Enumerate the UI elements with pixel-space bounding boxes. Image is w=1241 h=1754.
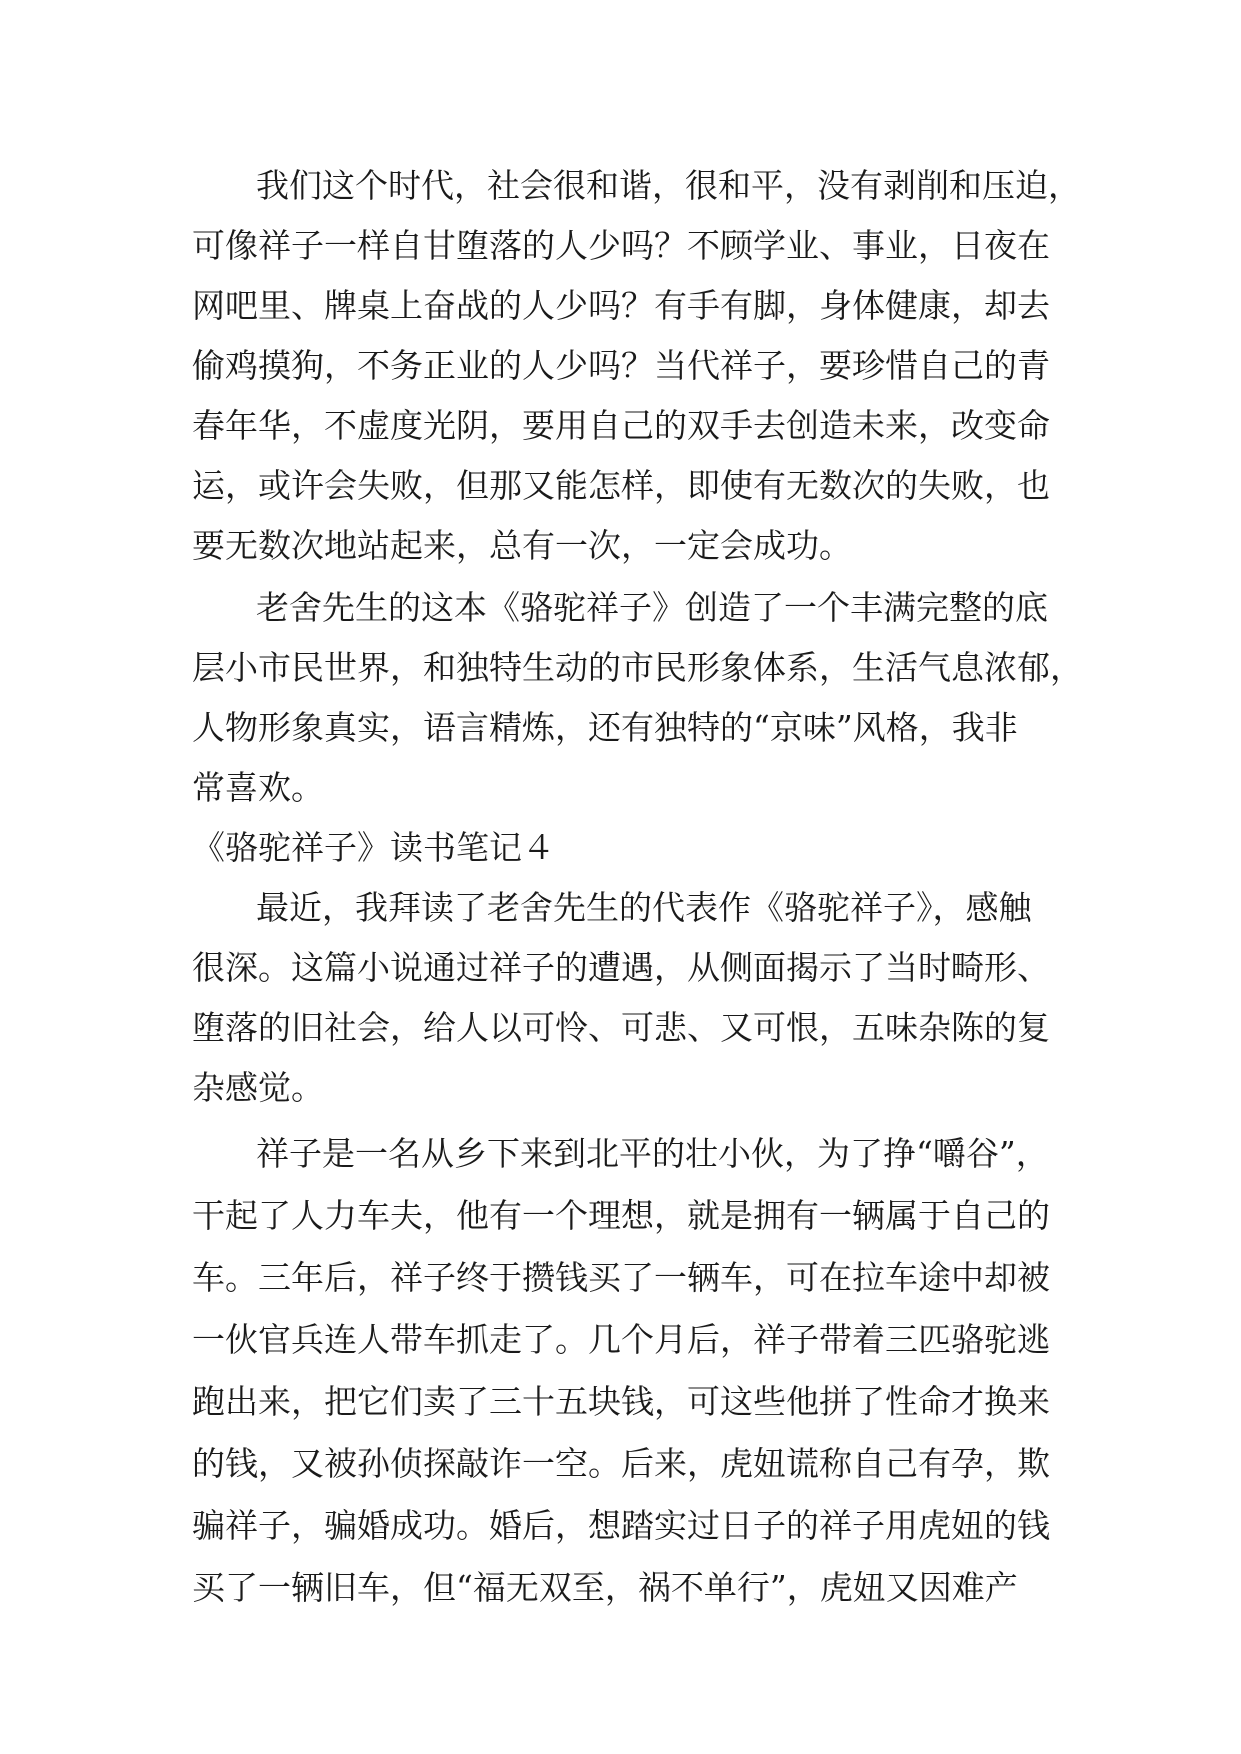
p3-line-3: 堕落的旧社会，给人以可怜、可悲、又可恨，五味杂陈的复 (192, 1008, 1050, 1047)
p1-line-6: 运，或许会失败，但那又能怎样，即使有无数次的失败，也 (192, 466, 1050, 505)
p1-line-5: 春年华，不虚度光阴，要用自己的双手去创造未来，改变命 (192, 406, 1050, 445)
section-heading: 《骆驼祥子》读书笔记４ (192, 828, 555, 867)
p4-line-4: 一伙官兵连人带车抓走了。几个月后，祥子带着三匹骆驼逃 (192, 1320, 1050, 1359)
p2-line-3: 人物形象真实，语言精炼，还有独特的“京味”风格，我非 (192, 708, 1018, 747)
p1-line-1: 我们这个时代，社会很和谐，很和平，没有剥削和压迫， (256, 166, 1081, 205)
p4-line-2: 干起了人力车夫，他有一个理想，就是拥有一辆属于自己的 (192, 1196, 1050, 1235)
p1-line-7: 要无数次地站起来，总有一次，一定会成功。 (192, 526, 852, 565)
p2-line-1: 老舍先生的这本《骆驼祥子》创造了一个丰满完整的底 (256, 588, 1048, 627)
p2-line-2: 层小市民世界，和独特生动的市民形象体系，生活气息浓郁， (192, 648, 1083, 687)
p4-line-3: 车。三年后，祥子终于攒钱买了一辆车，可在拉车途中却被 (192, 1258, 1050, 1297)
p1-line-4: 偷鸡摸狗，不务正业的人少吗？当代祥子，要珍惜自己的青 (192, 346, 1050, 385)
p1-line-3: 网吧里、牌桌上奋战的人少吗？有手有脚，身体健康，却去 (192, 286, 1050, 325)
p2-line-4: 常喜欢。 (192, 768, 324, 807)
p4-line-7: 骗祥子，骗婚成功。婚后，想踏实过日子的祥子用虎妞的钱 (192, 1506, 1050, 1545)
p4-line-6: 的钱，又被孙侦探敲诈一空。后来，虎妞谎称自己有孕，欺 (192, 1444, 1050, 1483)
p3-line-2: 很深。这篇小说通过祥子的遭遇，从侧面揭示了当时畸形、 (192, 948, 1050, 987)
p1-line-2: 可像祥子一样自甘堕落的人少吗？不顾学业、事业，日夜在 (192, 226, 1050, 265)
p4-line-1: 祥子是一名从乡下来到北平的壮小伙，为了挣“嚼谷”， (256, 1134, 1049, 1173)
p3-line-1: 最近，我拜读了老舍先生的代表作《骆驼祥子》，感触 (256, 888, 1032, 927)
p4-line-8: 买了一辆旧车，但“福无双至，祸不单行”，虎妞又因难产 (192, 1568, 1018, 1607)
p4-line-5: 跑出来，把它们卖了三十五块钱，可这些他拼了性命才换来 (192, 1382, 1050, 1421)
p3-line-4: 杂感觉。 (192, 1068, 324, 1107)
